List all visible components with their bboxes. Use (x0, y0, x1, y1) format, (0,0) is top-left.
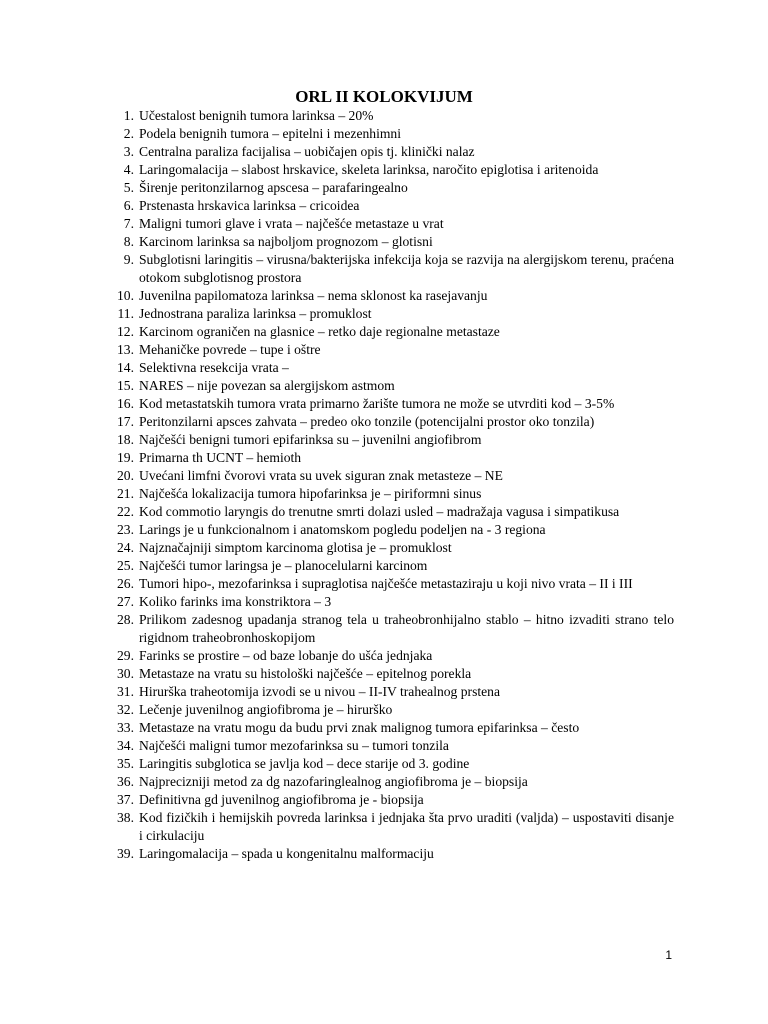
list-item (112, 143, 674, 161)
list-item-text: Larings je u funkcionalnom i anatomskom pogledu podeljen na - 3 regiona (139, 522, 546, 537)
list-item-number: 7. (123, 216, 134, 231)
list-item (112, 737, 674, 755)
list-item (112, 305, 674, 323)
list-item-number: 20. (117, 468, 134, 483)
list-item-number: 18. (117, 432, 134, 447)
list-item-text: Hirurška traheotomija izvodi se u nivou – II-IV trahealnog prstena (139, 684, 501, 699)
list-item-number: 33. (117, 720, 134, 735)
list-item (112, 359, 674, 377)
list-item-text: Metastaze na vratu mogu da budu prvi znak malignog tumora epifarinksa – često (139, 720, 580, 735)
list-item-number: 10. (117, 288, 134, 303)
list-item-number: 24. (117, 540, 134, 555)
list-item (112, 611, 674, 647)
list-item-text: Kod fizičkih i hemijskih povreda larinksa i jednjaka šta prvo uraditi (valjda) – uspostaviti disanje i cirkulaciju (139, 810, 674, 843)
list-item-text: Centralna paraliza facijalisa – uobičajen opis tj. klinički nalaz (139, 144, 475, 159)
list-item (112, 215, 674, 233)
list-item (112, 521, 674, 539)
list-item-text: Kod commotio laryngis do trenutne smrti dolazi usled – madražaja vagusa i simpatikusa (139, 504, 620, 519)
list-item (112, 107, 674, 125)
list-item (112, 431, 674, 449)
list-item (112, 539, 674, 557)
list-item-number: 32. (117, 702, 134, 717)
list-item (112, 809, 674, 845)
list-item-text: Selektivna resekcija vrata – (139, 360, 289, 375)
list-item-text: Kod metastatskih tumora vrata primarno žarište tumora ne može se utvrditi kod – 3-5% (139, 396, 615, 411)
list-item-text: Tumori hipo-, mezofarinksa i supraglotisa najčešće metastaziraju u koji nivo vrata – II i III (139, 576, 633, 591)
list-item (112, 413, 674, 431)
list-item (112, 683, 674, 701)
list-item-number: 12. (117, 324, 134, 339)
list-item-number: 17. (117, 414, 134, 429)
list-item-number: 25. (117, 558, 134, 573)
list-item-text: Subglotisni laringitis – virusna/bakterijska infekcija koja se razvija na alergijskom terenu, praćena otokom subglotisnog prostora (139, 252, 674, 285)
list-item (112, 161, 674, 179)
list-item-number: 28. (117, 612, 134, 627)
list-item-number: 29. (117, 648, 134, 663)
list-item-number: 2. (123, 126, 134, 141)
list-item-number: 34. (117, 738, 134, 753)
page-number: 1 (665, 948, 672, 962)
list-item-number: 16. (117, 396, 134, 411)
list-item-text: Maligni tumori glave i vrata – najčešće metastaze u vrat (139, 216, 444, 231)
list-item-text: Najčešći benigni tumori epifarinksa su – juvenilni angiofibrom (139, 432, 482, 447)
list-item-text: Laringitis subglotica se javlja kod – dece starije od 3. godine (139, 756, 470, 771)
list-item-number: 22. (117, 504, 134, 519)
list-item-text: NARES – nije povezan sa alergijskom astmom (139, 378, 395, 393)
list-item-number: 3. (123, 144, 134, 159)
list-item (112, 845, 674, 863)
list-item (112, 179, 674, 197)
list-item (112, 575, 674, 593)
list-item (112, 791, 674, 809)
list-item-number: 15. (117, 378, 134, 393)
list-item (112, 485, 674, 503)
list-item-text: Jednostrana paraliza larinksa – promuklost (139, 306, 372, 321)
list-item-text: Peritonzilarni apsces zahvata – predeo oko tonzile (potencijalni prostor oko tonzila) (139, 414, 595, 429)
list-item (112, 197, 674, 215)
list-item-text: Laringomalacija – slabost hrskavice, skeleta larinksa, naročito epiglotisa i aritenoida (139, 162, 599, 177)
list-item (112, 323, 674, 341)
list-item-text: Mehaničke povrede – tupe i oštre (139, 342, 321, 357)
list-item-number: 35. (117, 756, 134, 771)
list-item-text: Farinks se prostire – od baze lobanje do ušća jednjaka (139, 648, 433, 663)
list-item-text: Juvenilna papilomatoza larinksa – nema sklonost ka rasejavanju (139, 288, 488, 303)
list-item (112, 773, 674, 791)
list-item-number: 11. (117, 306, 134, 321)
list-item-text: Širenje peritonzilarnog apscesa – parafaringealno (139, 180, 408, 195)
list-item (112, 251, 674, 287)
list-item-text: Metastaze na vratu su histološki najčešće – epitelnog porekla (139, 666, 472, 681)
list-item (112, 341, 674, 359)
list-item-text: Najčešća lokalizacija tumora hipofarinksa je – piriformni sinus (139, 486, 482, 501)
list-item-text: Lečenje juvenilnog angiofibroma je – hirurško (139, 702, 393, 717)
list-item (112, 467, 674, 485)
list-item-number: 13. (117, 342, 134, 357)
list-item-number: 8. (123, 234, 134, 249)
list-item (112, 449, 674, 467)
list-item-number: 19. (117, 450, 134, 465)
list-item (112, 665, 674, 683)
list-item (112, 755, 674, 773)
list-item-text: Učestalost benignih tumora larinksa – 20% (139, 108, 374, 123)
list-item-number: 36. (117, 774, 134, 789)
list-item-number: 26. (117, 576, 134, 591)
list-item-number: 38. (117, 810, 134, 825)
list-item-text: Prstenasta hrskavica larinksa – cricoidea (139, 198, 360, 213)
list-item-number: 37. (117, 792, 134, 807)
question-list (112, 107, 674, 863)
list-item (112, 233, 674, 251)
list-item (112, 503, 674, 521)
list-item (112, 395, 674, 413)
list-item-text: Koliko farinks ima konstriktora – 3 (139, 594, 332, 609)
list-item-number: 39. (117, 846, 134, 861)
list-item (112, 719, 674, 737)
list-item (112, 647, 674, 665)
list-item-text: Najznačajniji simptom karcinoma glotisa je – promuklost (139, 540, 452, 555)
list-item (112, 593, 674, 611)
list-item-text: Najprecizniji metod za dg nazofaringlealnog angiofibroma je – biopsija (139, 774, 528, 789)
list-item-number: 21. (117, 486, 134, 501)
list-item-number: 4. (123, 162, 134, 177)
list-item-number: 5. (123, 180, 134, 195)
list-item-text: Primarna th UCNT – hemioth (139, 450, 302, 465)
list-item-text: Laringomalacija – spada u kongenitalnu malformaciju (139, 846, 434, 861)
list-item (112, 377, 674, 395)
list-item-text: Podela benignih tumora – epitelni i mezenhimni (139, 126, 401, 141)
list-item-text: Definitivna gd juvenilnog angiofibroma je - biopsija (139, 792, 424, 807)
list-item (112, 125, 674, 143)
list-item (112, 557, 674, 575)
list-item-text: Karcinom ograničen na glasnice – retko daje regionalne metastaze (139, 324, 500, 339)
list-item-number: 6. (123, 198, 134, 213)
list-item-number: 31. (117, 684, 134, 699)
list-item-text: Prilikom zadesnog upadanja stranog tela u traheobronhijalno stablo – hitno izvaditi strano telo rigidnom traheobronhoskopijom (139, 612, 674, 645)
list-item-number: 23. (117, 522, 134, 537)
list-item-number: 30. (117, 666, 134, 681)
list-item-text: Karcinom larinksa sa najboljom prognozom – glotisni (139, 234, 433, 249)
list-item-number: 9. (123, 252, 134, 267)
list-item-number: 14. (117, 360, 134, 375)
list-item-text: Najčešći maligni tumor mezofarinksa su – tumori tonzila (139, 738, 449, 753)
document-title: ORL II KOLOKVIJUM (295, 87, 473, 106)
list-item (112, 287, 674, 305)
list-item-text: Najčešći tumor laringsa je – planocelularni karcinom (139, 558, 428, 573)
list-item (112, 701, 674, 719)
list-item-number: 1. (123, 108, 134, 123)
list-item-number: 27. (117, 594, 134, 609)
list-item-text: Uvećani limfni čvorovi vrata su uvek siguran znak metasteze – NE (139, 468, 503, 483)
